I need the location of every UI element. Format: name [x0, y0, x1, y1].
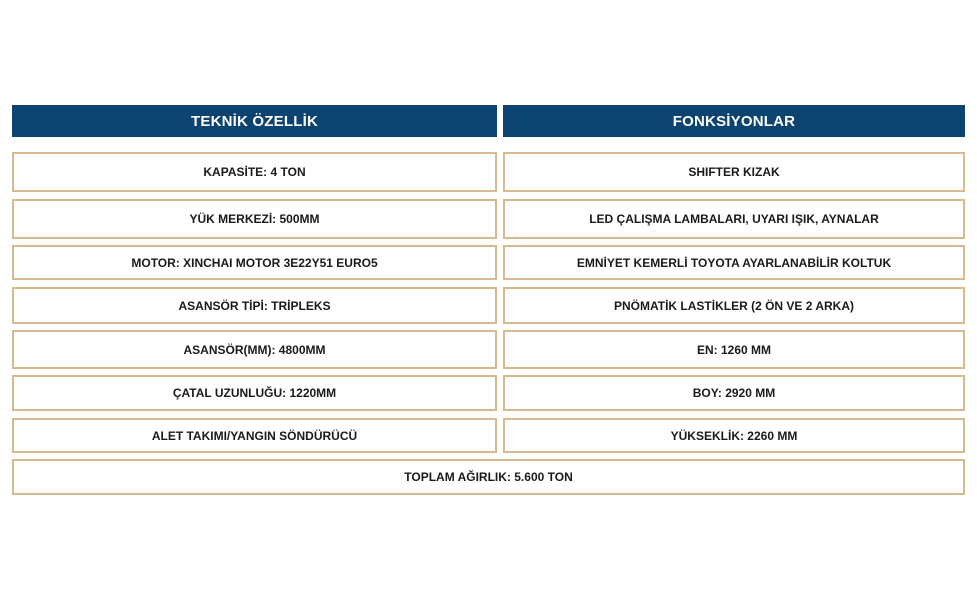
- feature-cell-shifter: SHIFTER KIZAK: [503, 152, 965, 192]
- feature-cell-tires: PNÖMATİK LASTİKLER (2 ÖN VE 2 ARKA): [503, 287, 965, 324]
- feature-cell-lights: LED ÇALIŞMA LAMBALARI, UYARI IŞIK, AYNALAR: [503, 199, 965, 239]
- spec-cell-fork-length: ÇATAL UZUNLUĞU: 1220MM: [12, 375, 497, 411]
- feature-cell-seat: EMNİYET KEMERLİ TOYOTA AYARLANABİLİR KOLTUK: [503, 245, 965, 280]
- spec-cell-capacity: KAPASİTE: 4 TON: [12, 152, 497, 192]
- feature-cell-length: BOY: 2920 MM: [503, 375, 965, 411]
- header-teknik-ozellik: TEKNİK ÖZELLİK: [12, 105, 497, 137]
- feature-cell-height: YÜKSEKLİK: 2260 MM: [503, 418, 965, 453]
- spec-cell-load-center: YÜK MERKEZİ: 500MM: [12, 199, 497, 239]
- spec-cell-mast-type: ASANSÖR TİPİ: TRİPLEKS: [12, 287, 497, 324]
- feature-cell-width: EN: 1260 MM: [503, 330, 965, 369]
- header-fonksiyonlar: FONKSİYONLAR: [503, 105, 965, 137]
- spec-cell-tools: ALET TAKIMI/YANGIN SÖNDÜRÜCÜ: [12, 418, 497, 453]
- total-weight-cell: TOPLAM AĞIRLIK: 5.600 TON: [12, 459, 965, 495]
- spec-cell-motor: MOTOR: XINCHAI MOTOR 3E22Y51 EURO5: [12, 245, 497, 280]
- spec-cell-mast-height: ASANSÖR(MM): 4800MM: [12, 330, 497, 369]
